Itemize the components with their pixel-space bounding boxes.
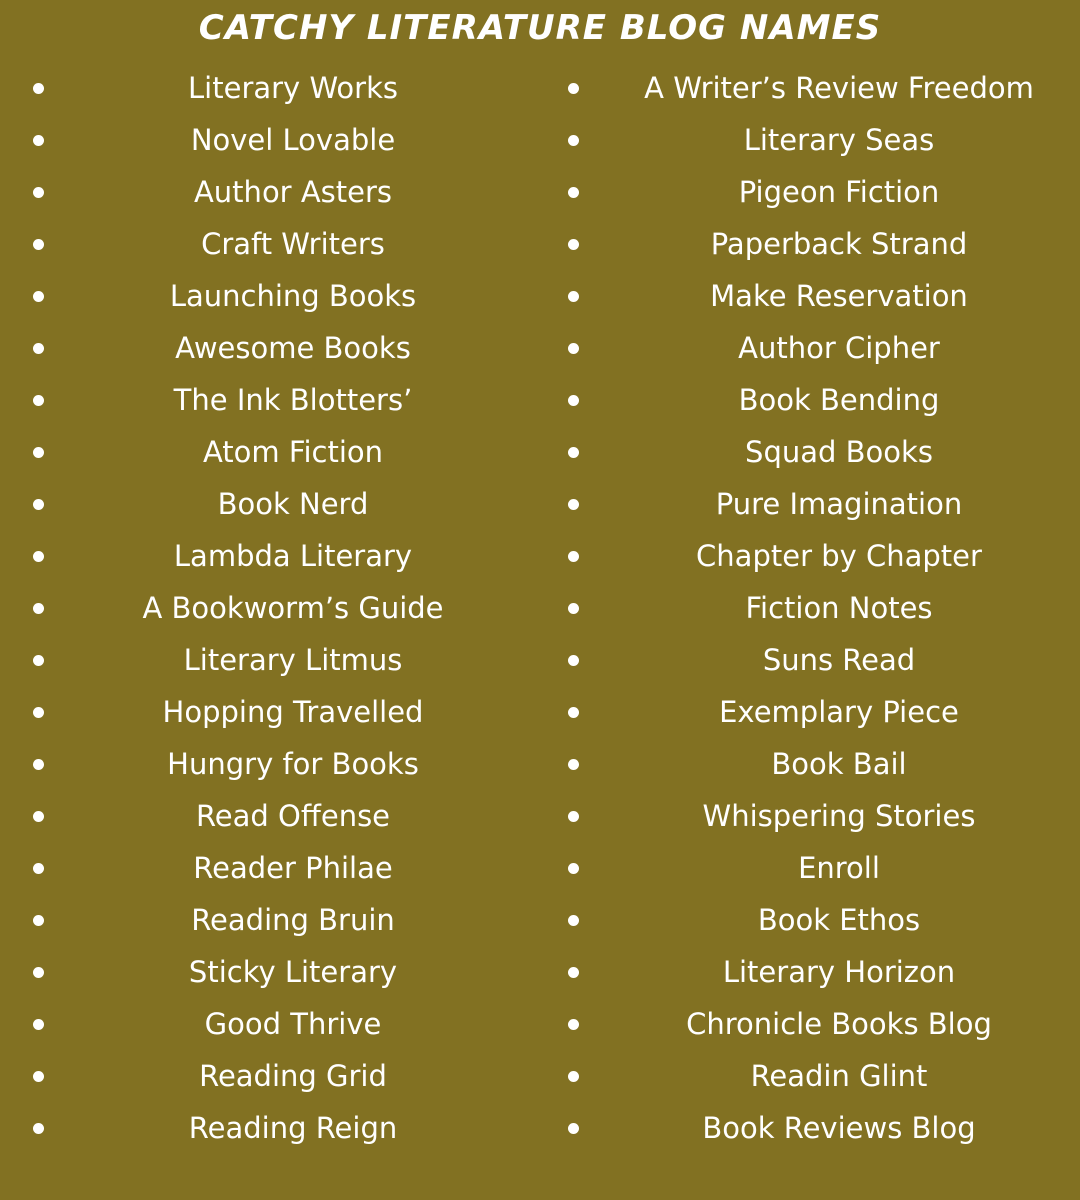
list-item-label: Book Nerd: [217, 487, 369, 521]
bullet-icon: [33, 1019, 44, 1030]
list-item-label: Paperback Strand: [710, 227, 968, 261]
bullet-icon: [568, 343, 579, 354]
list-item-label: Read Offense: [195, 799, 391, 833]
bullet-icon: [568, 239, 579, 250]
blog-names-list-left: [0, 62, 540, 1154]
list-item: [0, 634, 540, 686]
bullet-icon: [568, 915, 579, 926]
list-item-label: Awesome Books: [175, 331, 411, 365]
list-item: [0, 1050, 540, 1102]
list-item-label: Author Asters: [193, 175, 393, 209]
list-item: [540, 374, 1080, 426]
list-item-label: Book Bail: [771, 747, 907, 781]
list-item: [0, 478, 540, 530]
bullet-icon: [33, 655, 44, 666]
bullet-icon: [33, 915, 44, 926]
list-item: [0, 842, 540, 894]
bullet-icon: [568, 395, 579, 406]
bullet-icon: [33, 291, 44, 302]
bullet-icon: [33, 759, 44, 770]
list-item: [0, 582, 540, 634]
list-item: [540, 1050, 1080, 1102]
list-item-label: The Ink Blotters’: [173, 383, 413, 417]
bullet-icon: [33, 447, 44, 458]
bullet-icon: [568, 967, 579, 978]
list-item: [540, 946, 1080, 998]
bullet-icon: [33, 551, 44, 562]
bullet-icon: [33, 499, 44, 510]
list-item-label: Chronicle Books Blog: [686, 1007, 992, 1041]
list-item-label: Literary Works: [188, 71, 398, 105]
list-item-label: Reading Bruin: [191, 903, 395, 937]
list-item: [0, 166, 540, 218]
list-item: [0, 218, 540, 270]
bullet-icon: [568, 707, 579, 718]
bullet-icon: [568, 759, 579, 770]
bullet-icon: [33, 83, 44, 94]
list-item-label: Make Reservation: [710, 279, 968, 313]
list-item: [0, 946, 540, 998]
list-item-label: A Writer’s Review Freedom: [644, 71, 1034, 105]
list-item-label: Lambda Literary: [173, 539, 413, 573]
bullet-icon: [568, 1071, 579, 1082]
list-item: [540, 998, 1080, 1050]
list-item: [0, 114, 540, 166]
bullet-icon: [33, 863, 44, 874]
list-item: [0, 426, 540, 478]
list-item-label: Good Thrive: [204, 1007, 382, 1041]
bullet-icon: [568, 1019, 579, 1030]
list-item-label: Fiction Notes: [745, 591, 933, 625]
bullet-icon: [33, 135, 44, 146]
list-item-label: Hungry for Books: [167, 747, 419, 781]
list-item: [540, 270, 1080, 322]
list-item-label: Readin Glint: [750, 1059, 928, 1093]
list-item: [0, 738, 540, 790]
list-item: [0, 530, 540, 582]
list-item: [540, 842, 1080, 894]
list-item-label: Whispering Stories: [702, 799, 976, 833]
list-item: [540, 686, 1080, 738]
bullet-icon: [33, 1071, 44, 1082]
list-item: [540, 114, 1080, 166]
list-item: [540, 478, 1080, 530]
list-item: [0, 790, 540, 842]
list-item: [0, 322, 540, 374]
list-item: [540, 790, 1080, 842]
list-item-label: Book Bending: [738, 383, 940, 417]
bullet-icon: [568, 291, 579, 302]
list-item-label: Squad Books: [745, 435, 933, 469]
list-item-label: Literary Horizon: [722, 955, 956, 989]
list-item-label: Enroll: [798, 851, 880, 885]
list-item-label: Pigeon Fiction: [738, 175, 940, 209]
list-item: [0, 1102, 540, 1154]
list-item: [540, 166, 1080, 218]
list-item-label: Chapter by Chapter: [696, 539, 982, 573]
list-item-label: Reading Reign: [188, 1111, 398, 1145]
bullet-icon: [568, 447, 579, 458]
list-item-label: Literary Seas: [743, 123, 935, 157]
list-item-label: Book Reviews Blog: [702, 1111, 976, 1145]
list-item-label: Craft Writers: [201, 227, 385, 261]
list-item: [540, 738, 1080, 790]
list-item-label: Pure Imagination: [715, 487, 963, 521]
list-item-label: Author Cipher: [738, 331, 940, 365]
bullet-icon: [33, 395, 44, 406]
list-item-label: Book Ethos: [757, 903, 921, 937]
bullet-icon: [568, 655, 579, 666]
bullet-icon: [33, 603, 44, 614]
bullet-icon: [568, 499, 579, 510]
bullet-icon: [568, 551, 579, 562]
bullet-icon: [568, 811, 579, 822]
bullet-icon: [568, 83, 579, 94]
bullet-icon: [568, 1123, 579, 1134]
list-item-label: Hopping Travelled: [162, 695, 424, 729]
list-item: [540, 218, 1080, 270]
page-title: CATCHY LITERATURE BLOG NAMES: [198, 8, 882, 48]
list-item-label: A Bookworm’s Guide: [142, 591, 444, 625]
list-item: [0, 374, 540, 426]
list-item-label: Suns Read: [762, 643, 916, 677]
blog-names-list-right: [540, 62, 1080, 1154]
list-item-label: Sticky Literary: [188, 955, 398, 989]
list-item: [0, 270, 540, 322]
bullet-icon: [33, 239, 44, 250]
list-item-label: Reader Philae: [193, 851, 393, 885]
list-item: [0, 686, 540, 738]
list-item: [0, 998, 540, 1050]
bullet-icon: [33, 707, 44, 718]
bullet-icon: [33, 811, 44, 822]
list-item: [540, 62, 1080, 114]
list-item: [540, 582, 1080, 634]
list-item-label: Novel Lovable: [190, 123, 396, 157]
list-item: [540, 530, 1080, 582]
list-item: [540, 634, 1080, 686]
list-item-label: Reading Grid: [199, 1059, 387, 1093]
bullet-icon: [568, 135, 579, 146]
bullet-icon: [33, 967, 44, 978]
bullet-icon: [33, 343, 44, 354]
bullet-icon: [33, 187, 44, 198]
list-item-label: Exemplary Piece: [719, 695, 959, 729]
list-item-label: Atom Fiction: [202, 435, 384, 469]
list-item-label: Literary Litmus: [183, 643, 403, 677]
bullet-icon: [33, 1123, 44, 1134]
list-item: [540, 426, 1080, 478]
bullet-icon: [568, 863, 579, 874]
list-item: [540, 1102, 1080, 1154]
list-item: [540, 322, 1080, 374]
list-item: [0, 894, 540, 946]
list-item: [0, 62, 540, 114]
list-item: [540, 894, 1080, 946]
bullet-icon: [568, 187, 579, 198]
bullet-icon: [568, 603, 579, 614]
list-item-label: Launching Books: [169, 279, 417, 313]
